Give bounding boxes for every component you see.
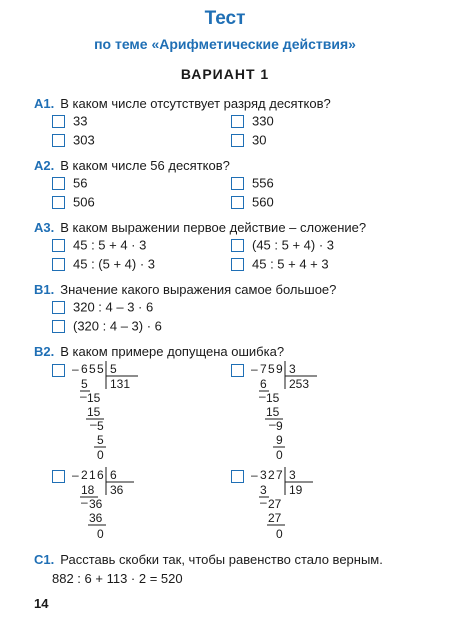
step-value: 9 (276, 419, 283, 433)
question-text: В каком выражении первое действие – сложение? (60, 220, 367, 235)
option-b1-2[interactable]: (320 : 4 – 3) · 6 (52, 318, 162, 334)
question-number: С1. (34, 552, 55, 567)
option-a3-1[interactable]: 45 : 5 + 4 · 3 (52, 237, 146, 253)
divisor: 6 (110, 468, 117, 482)
remainder: 0 (276, 448, 283, 462)
checkbox[interactable] (231, 196, 244, 209)
minus-sign: – (251, 468, 258, 482)
checkbox-division-1[interactable] (52, 364, 65, 377)
dividend-digit: 7 (260, 362, 267, 376)
option-a1-4[interactable]: 30 (231, 132, 266, 148)
question-a3 (34, 220, 366, 235)
option-b1-1[interactable]: 320 : 4 – 3 · 6 (52, 299, 153, 315)
minus-sign: – (72, 468, 79, 482)
remainder: 0 (97, 527, 104, 541)
checkbox[interactable] (231, 115, 244, 128)
question-number: В2. (34, 344, 55, 359)
option-a2-3[interactable]: 506 (52, 194, 95, 210)
checkbox-division-4[interactable] (231, 470, 244, 483)
divisor: 5 (110, 362, 117, 376)
question-text: Расставь скобки так, чтобы равенство стало верным. (60, 552, 383, 567)
minus-sign: – (80, 389, 87, 403)
step-value: 18 (81, 483, 95, 497)
checkbox[interactable] (52, 134, 65, 147)
minus-sign: – (251, 362, 258, 376)
step-value: 27 (268, 497, 282, 511)
step-value: 15 (87, 405, 101, 419)
dividend-digit: 7 (276, 468, 283, 482)
checkbox-division-2[interactable] (231, 364, 244, 377)
dividend-digit: 2 (81, 468, 88, 482)
question-number: А2. (34, 158, 55, 173)
question-number: А1. (34, 96, 55, 111)
step-value: 15 (266, 391, 280, 405)
quotient: 131 (110, 377, 131, 391)
option-a1-1[interactable]: 33 (52, 113, 87, 129)
long-division-3 (70, 464, 170, 542)
option-a3-2[interactable]: (45 : 5 + 4) · 3 (231, 237, 334, 253)
page-title: Тест (204, 8, 246, 29)
minus-sign: – (260, 495, 267, 509)
question-c1 (34, 552, 383, 567)
equation-c1: 882 : 6 + 113 · 2 = 520 (52, 571, 183, 586)
quotient: 36 (110, 483, 124, 497)
divisor: 3 (289, 468, 296, 482)
minus-sign: – (269, 417, 276, 431)
dividend-digit: 5 (268, 362, 275, 376)
checkbox[interactable] (52, 177, 65, 190)
dividend-digit: 6 (81, 362, 88, 376)
quotient: 253 (289, 377, 310, 391)
option-a2-4[interactable]: 560 (231, 194, 274, 210)
remainder: 0 (97, 448, 104, 462)
step-value: 27 (268, 511, 282, 525)
option-a1-3[interactable]: 303 (52, 132, 95, 148)
step-value: 36 (89, 511, 103, 525)
checkbox-division-3[interactable] (52, 470, 65, 483)
dividend-digit: 1 (89, 468, 96, 482)
option-a3-3[interactable]: 45 : (5 + 4) · 3 (52, 256, 155, 272)
checkbox[interactable] (231, 177, 244, 190)
checkbox[interactable] (231, 239, 244, 252)
step-value: 5 (81, 377, 88, 391)
quotient: 19 (289, 483, 303, 497)
variant-heading: ВАРИАНТ 1 (180, 66, 270, 82)
question-text: В каком числе отсутствует разряд десятков? (60, 96, 331, 111)
checkbox[interactable] (231, 134, 244, 147)
step-value: 5 (97, 419, 104, 433)
page-subtitle: по теме «Арифметические действия» (94, 36, 356, 52)
question-a2 (34, 158, 230, 173)
option-a1-2[interactable]: 330 (231, 113, 274, 129)
dividend-digit: 6 (97, 468, 104, 482)
step-value: 3 (260, 483, 267, 497)
step-value: 9 (276, 433, 283, 447)
minus-sign: – (81, 495, 88, 509)
dividend-digit: 5 (97, 362, 104, 376)
question-b1 (34, 282, 336, 297)
checkbox[interactable] (52, 301, 65, 314)
minus-sign: – (72, 362, 79, 376)
option-a2-1[interactable]: 56 (52, 175, 87, 191)
checkbox[interactable] (52, 239, 65, 252)
question-number: В1. (34, 282, 55, 297)
minus-sign: – (259, 389, 266, 403)
long-division-4 (249, 464, 349, 542)
dividend-digit: 9 (276, 362, 283, 376)
dividend-digit: 5 (89, 362, 96, 376)
step-value: 6 (260, 377, 267, 391)
checkbox[interactable] (231, 258, 244, 271)
remainder: 0 (276, 527, 283, 541)
divisor: 3 (289, 362, 296, 376)
step-value: 5 (97, 433, 104, 447)
step-value: 15 (87, 391, 101, 405)
dividend-digit: 2 (268, 468, 275, 482)
dividend-digit: 3 (260, 468, 267, 482)
step-value: 15 (266, 405, 280, 419)
question-text: В каком примере допущена ошибка? (60, 344, 285, 359)
question-a1 (34, 96, 331, 111)
option-a3-4[interactable]: 45 : 5 + 4 + 3 (231, 256, 329, 272)
question-text: В каком числе 56 десятков? (60, 158, 230, 173)
option-a2-2[interactable]: 556 (231, 175, 274, 191)
question-number: А3. (34, 220, 55, 235)
minus-sign: – (90, 417, 97, 431)
checkbox[interactable] (52, 196, 65, 209)
question-text: Значение какого выражения самое большое? (60, 282, 337, 297)
checkbox[interactable] (52, 115, 65, 128)
step-value: 36 (89, 497, 103, 511)
long-division-1 (70, 358, 170, 464)
checkbox[interactable] (52, 320, 65, 333)
question-b2 (34, 344, 284, 359)
long-division-2 (249, 358, 349, 464)
page-number: 14 (34, 596, 49, 611)
checkbox[interactable] (52, 258, 65, 271)
